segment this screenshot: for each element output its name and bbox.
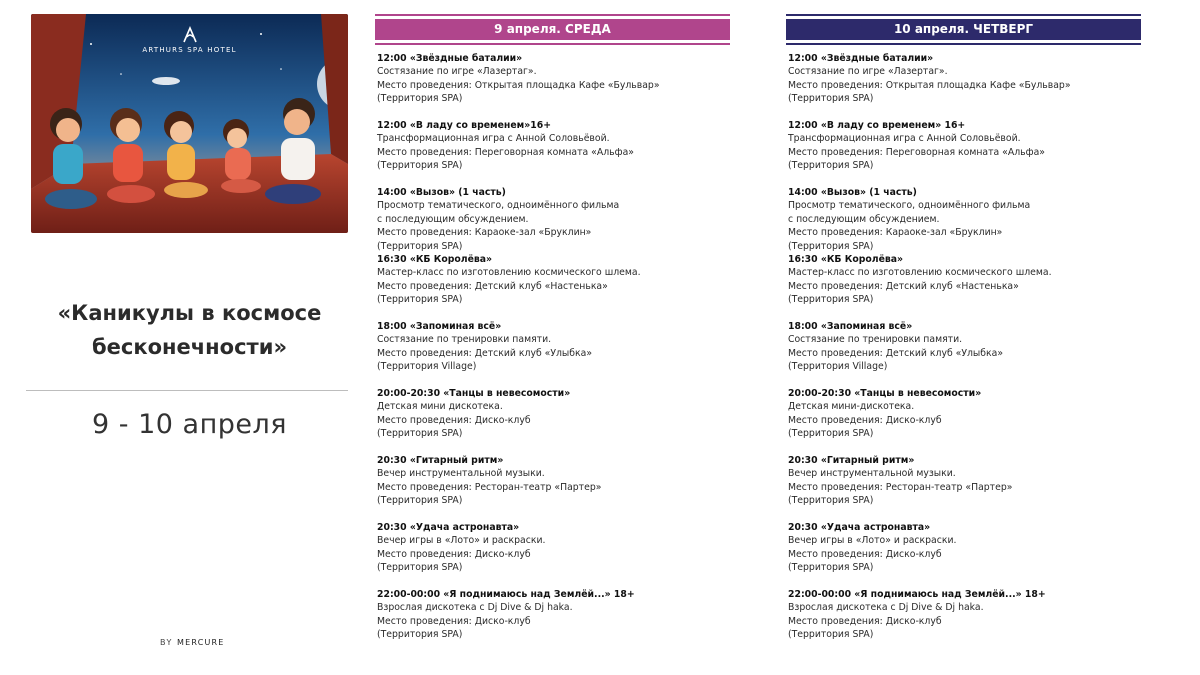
event-detail-line: (Территория SPA) xyxy=(377,93,463,105)
schedule-event xyxy=(788,521,1141,588)
event-detail-line: Взрослая дискотека с Dj Dive & Dj haka. xyxy=(788,602,984,614)
event-detail-line: Место проведения: Диско-клуб xyxy=(377,615,531,627)
header-line-bottom xyxy=(786,43,1141,45)
event-detail-line: Вечер инструментальной музыки. xyxy=(788,468,956,480)
event-title: 12:00 «Звёздные баталии» xyxy=(788,53,934,64)
event-title: 22:00-00:00 «Я поднимаюсь над Землёй...» 18+ xyxy=(788,589,1046,600)
day-column-2 xyxy=(786,14,1141,655)
schedule-event xyxy=(788,52,1141,119)
schedule-event xyxy=(377,588,730,655)
event-title: 20:00-20:30 «Танцы в невесомости» xyxy=(788,388,982,399)
event-detail-line: Место проведения: Диско-клуб xyxy=(788,615,942,627)
event-detail-line: с последующим обсуждением. xyxy=(788,213,940,225)
event-title: 12:00 «В ладу со временем»16+ xyxy=(377,120,551,131)
event-detail-line: (Территория SPA) xyxy=(377,495,463,507)
schedule-event xyxy=(377,387,730,454)
event-title: 20:30 «Удача астронавта» xyxy=(377,522,520,533)
event-detail-line: Вечер игры в «Лото» и раскраски. xyxy=(377,535,546,547)
event-detail-line: Детская мини дискотека. xyxy=(377,401,503,413)
day-header-label: 9 апреля. СРЕДА xyxy=(375,19,730,40)
event-detail-line: Место проведения: Ресторан-театр «Партер» xyxy=(788,481,1013,493)
schedule-event xyxy=(377,52,730,119)
title-line-1: «Каникулы в космосе xyxy=(57,301,322,325)
event-title: 14:00 «Вызов» (1 часть) xyxy=(788,187,917,198)
event-detail-line: Место проведения: Детский клуб «Улыбка» xyxy=(377,347,593,359)
event-detail-line: Место проведения: Детский клуб «Настенька» xyxy=(377,280,608,292)
footer-brand xyxy=(160,638,225,647)
event-title: 20:30 «Удача астронавта» xyxy=(788,522,931,533)
footer-brand-name: MERCURE xyxy=(176,638,225,647)
divider xyxy=(26,390,348,391)
title-line-2: бесконечности» xyxy=(91,335,288,359)
schedule-event xyxy=(377,320,730,387)
schedule-event xyxy=(377,521,730,588)
event-title: 16:30 «КБ Королёва» xyxy=(788,254,904,265)
event-detail-line: Место проведения: Детский клуб «Улыбка» xyxy=(788,347,1004,359)
event-detail-line: Место проведения: Диско-клуб xyxy=(788,548,942,560)
event-detail-line: Состязание по игре «Лазертаг». xyxy=(788,66,948,78)
event-detail-line: Трансформационная игра с Анной Соловьёвой. xyxy=(377,133,610,145)
event-detail-line: Детская мини-дискотека. xyxy=(788,401,915,413)
day-column-1 xyxy=(375,14,730,655)
event-detail-line: Место проведения: Переговорная комната «Альфа» xyxy=(788,146,1045,158)
event-detail-line: Взрослая дискотека с Dj Dive & Dj haka. xyxy=(377,602,573,614)
event-detail-line: Трансформационная игра с Анной Соловьёвой. xyxy=(788,133,1021,145)
event-list xyxy=(788,52,1141,655)
schedule-event xyxy=(788,588,1141,655)
event-detail-line: (Территория SPA) xyxy=(377,428,463,440)
event-detail-line: Состязание по тренировки памяти. xyxy=(377,334,552,346)
event-title: 18:00 «Запоминая всё» xyxy=(788,321,913,332)
event-detail-line: Место проведения: Ресторан-театр «Партер» xyxy=(377,481,602,493)
header-line-top xyxy=(375,14,730,16)
event-detail-line: с последующим обсуждением. xyxy=(377,213,529,225)
event-title: 12:00 «Звёздные баталии» xyxy=(377,53,523,64)
event-title: 16:30 «КБ Королёва» xyxy=(377,254,493,265)
schedule-event xyxy=(788,186,1141,253)
event-detail-line: (Территория SPA) xyxy=(377,240,463,252)
event-title: 14:00 «Вызов» (1 часть) xyxy=(377,187,506,198)
hero-image xyxy=(31,14,348,233)
event-detail-line: Вечер игры в «Лото» и раскраски. xyxy=(788,535,957,547)
event-detail-line: (Территория SPA) xyxy=(377,562,463,574)
event-detail-line: Место проведения: Диско-клуб xyxy=(377,414,531,426)
event-detail-line: (Территория SPA) xyxy=(788,629,874,641)
footer-by: BY xyxy=(160,638,173,647)
event-detail-line: (Территория SPA) xyxy=(788,93,874,105)
event-detail-line: Место проведения: Караоке-зал «Бруклин» xyxy=(788,227,1003,239)
schedule-event xyxy=(788,119,1141,186)
schedule-event xyxy=(788,387,1141,454)
event-title: 20:30 «Гитарный ритм» xyxy=(788,455,915,466)
event-detail-line: (Территория Village) xyxy=(788,361,888,373)
event-detail-line: Состязание по тренировки памяти. xyxy=(788,334,963,346)
event-title: 22:00-00:00 «Я поднимаюсь над Землёй...» 18+ xyxy=(377,589,635,600)
schedule-event xyxy=(788,454,1141,521)
event-detail-line: Место проведения: Детский клуб «Настенька» xyxy=(788,280,1019,292)
event-detail-line: Вечер инструментальной музыки. xyxy=(377,468,545,480)
schedule-event xyxy=(788,253,1141,320)
event-detail-line: Мастер-класс по изготовлению космического шлема. xyxy=(377,267,641,279)
event-detail-line: Место проведения: Переговорная комната «Альфа» xyxy=(377,146,634,158)
event-detail-line: (Территория SPA) xyxy=(788,240,874,252)
event-detail-line: Просмотр тематического, одноимённого фильма xyxy=(377,200,620,212)
schedule-event xyxy=(377,253,730,320)
event-detail-line: (Территория Village) xyxy=(377,361,477,373)
event-detail-line: Место проведения: Диско-клуб xyxy=(788,414,942,426)
page-title xyxy=(31,296,348,364)
event-title: 18:00 «Запоминая всё» xyxy=(377,321,502,332)
event-detail-line: Место проведения: Караоке-зал «Бруклин» xyxy=(377,227,592,239)
header-line-bottom xyxy=(375,43,730,45)
event-title: 20:30 «Гитарный ритм» xyxy=(377,455,504,466)
day-header xyxy=(786,14,1141,45)
event-detail-line: Мастер-класс по изготовлению космического шлема. xyxy=(788,267,1052,279)
event-title: 12:00 «В ладу со временем» 16+ xyxy=(788,120,966,131)
day-header-label: 10 апреля. ЧЕТВЕРГ xyxy=(786,19,1141,40)
brand-name: ARTHURS SPA HOTEL xyxy=(142,46,237,54)
event-detail-line: (Территория SPA) xyxy=(788,428,874,440)
event-detail-line: Просмотр тематического, одноимённого фильма xyxy=(788,200,1031,212)
event-dates: 9 - 10 апреля xyxy=(92,409,287,440)
day-header xyxy=(375,14,730,45)
event-detail-line: Состязание по игре «Лазертаг». xyxy=(377,66,537,78)
schedule-event xyxy=(377,454,730,521)
schedule-event xyxy=(377,119,730,186)
event-detail-line: Место проведения: Открытая площадка Кафе «Бульвар» xyxy=(377,79,660,91)
event-detail-line: (Территория SPA) xyxy=(377,160,463,172)
event-detail-line: (Территория SPA) xyxy=(377,294,463,306)
event-title: 20:00-20:30 «Танцы в невесомости» xyxy=(377,388,571,399)
event-detail-line: (Территория SPA) xyxy=(788,160,874,172)
event-detail-line: (Территория SPA) xyxy=(788,294,874,306)
arthurs-logo-icon xyxy=(181,26,199,44)
event-detail-line: (Территория SPA) xyxy=(788,495,874,507)
event-detail-line: Место проведения: Открытая площадка Кафе «Бульвар» xyxy=(788,79,1071,91)
schedule-event xyxy=(377,186,730,253)
event-detail-line: (Территория SPA) xyxy=(377,629,463,641)
event-list xyxy=(377,52,730,655)
event-detail-line: Место проведения: Диско-клуб xyxy=(377,548,531,560)
schedule-event xyxy=(788,320,1141,387)
header-line-top xyxy=(786,14,1141,16)
event-detail-line: (Территория SPA) xyxy=(788,562,874,574)
